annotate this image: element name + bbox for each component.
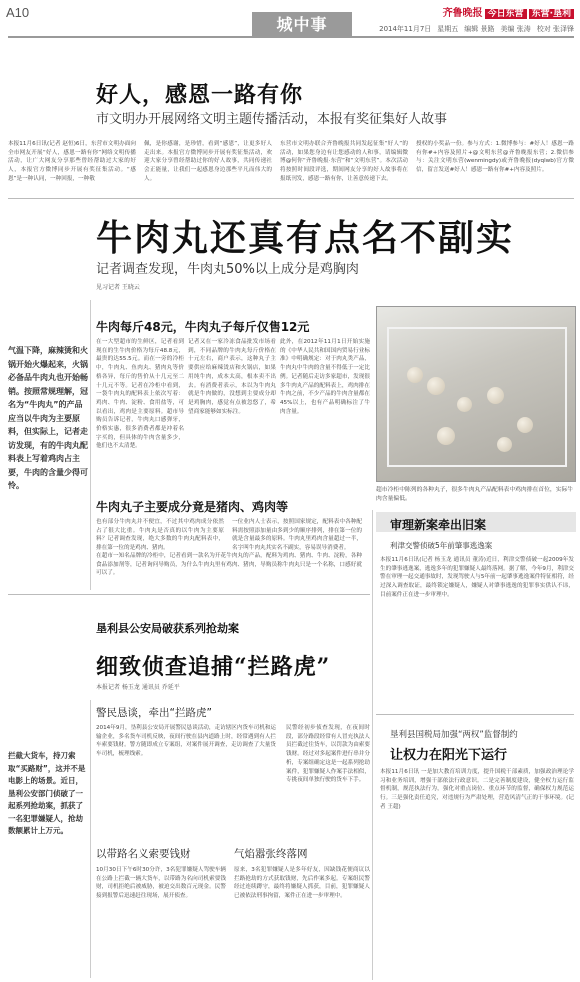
article3-body-c2: 民警经初步侦查发现，在夜间时段，部分路段经常有人冒充执法人员拦截过往货车，以罚款为由索要钱财。经过对多起案件进行串并分析，专案组确定这是一起系列抢劫案件，犯罪嫌疑人作案手法相似，专挑夜间单独行驶的货车下手。 (286, 725, 370, 784)
divider (376, 714, 574, 715)
article2-body-b1: 也有部分牛肉丸并不便宜，不过其中鸡肉成分依然占了很大比重。牛肉丸是否真的以牛肉为主要原料？记者调查发现，绝大多数的牛肉丸配料表中，排在第一位的是鸡肉、猪肉。 (96, 519, 224, 552)
article2-heading-b: 牛肉丸子主要成分竟是猪肉、鸡肉等 (96, 500, 289, 514)
right-article2-title: 让权力在阳光下运行 (390, 748, 508, 763)
logo-tag: 东营·垦利 (529, 9, 574, 19)
article3-heading-c: 警民恳谈，牵出“拦路虎” (96, 707, 212, 719)
meatball (497, 437, 512, 452)
article1-column-1: 本报11月6日讯(记者 赵恒)6日，东营市文明办面向全市网友开展“好人，感恩一路有你”网络文明传播活动，让广大网友分享那些曾经帮助过大家的好人，本报官方微博同步开展有奖征集活动。“感恩”是一种认同，一种回报，一种敬 (8, 141, 136, 182)
weekday: 星期五 (437, 25, 459, 33)
divider (8, 198, 574, 199)
right-article2-kicker: 垦利县国税局加强“两权”监督制约 (390, 730, 518, 740)
article2-body-b2: 一位业内人士表示，按照国家规定，配料表中各种配料需按照添加量由多到少的顺序排列，排在第一位的就是含量最多的原料。牛肉丸里鸡肉含量超过一半，名字叫牛肉丸其实名不副实，容易误导消费者。 (232, 519, 362, 552)
masthead-logo (443, 4, 574, 19)
article3-body-c1: 2014年9月，垦利县公安局开展警民恳谈活动，走访辖区内货车司机和运输企业，多名货车司机反映，夜间行驶在县内道路上时，经常遇到有人拦车索要钱财。警方随即成立专案组，对案件展开调查，走访调查了大量货车司机，梳理线索。 (96, 725, 277, 758)
article3-heading-d: 以带路名义索要钱财 (96, 848, 191, 860)
right-article-subtitle: 利津交警侦破5年前肇事逃逸案 (390, 541, 493, 550)
article3-byline: 本报记者 杨玉龙 通讯员 乔延平 (96, 684, 180, 691)
article1-title: 好人，感恩一路有你 (96, 83, 304, 108)
page-header (0, 0, 580, 42)
freezer-frame (387, 327, 567, 467)
divider (90, 300, 91, 590)
article2-title: 牛肉丸还真有点名不副实 (96, 217, 515, 259)
article3-title: 细致侦查追捕“拦路虎” (96, 654, 331, 680)
meatball (517, 417, 533, 433)
proofreader: 校对 张泽锋 (536, 25, 574, 33)
article1-column-4: 授权的小奖品一份。参与方式：1.微博参与：#好人！感恩一路有你#+内容及照片+@文明东营@齐鲁晚报东营；2.微信参与：关注文明东营(wenmingdy)或齐鲁晚报(dyqlwb)官方微信，留言发送#好人！感恩一路有你#+内容及照片。 (416, 141, 574, 174)
meatball (437, 427, 455, 445)
meatball (457, 397, 472, 412)
section-divider (8, 36, 574, 38)
logo-sub: 今日东营 (485, 9, 527, 19)
logo-main: 齐鲁晚报 (442, 8, 483, 19)
right-article-body: 本报11月6日讯(记者 杨玉龙 通讯员 董涛)近日，利津交警侦破一起2009年发生的肇事逃逸案，逃逸多年的犯罪嫌疑人最终落网。据了解，今年9月，利津交警在审理一起交通事故时，发现驾驶人与5年前一起肇事逃逸案件特征相符，经过深入调查取证，最终锁定嫌疑人，嫌疑人对肇事逃逸的犯罪事实供认不讳，目前案件正在进一步审理中。 (380, 557, 574, 598)
article3-kicker: 垦利县公安局破获系列抢劫案 (96, 622, 239, 635)
divider (90, 700, 91, 978)
article2-body-a3: 此外，在2012年11月1日开始实施的《中华人民共和国国内贸易行业标准》中明确规定：对于肉丸类产品，牛肉丸中牛肉的含量不得低于一定比例。记者随后走访多家超市，发现很多牛肉丸产品的配料表上，鸡肉排在牛肉之前，不少产品的牛肉含量都在45%以上，也有产品明确标注了牛肉含量。 (280, 339, 370, 415)
divider (372, 510, 373, 980)
article2-lead: 气温下降，麻辣烫和火锅开始火爆起来，火锅必备品牛肉丸也开始畅销。按照常规理解，冠名为“牛肉丸”的产品应当以牛肉为主要原料，但实际上，记者走访发现，有的牛肉丸配料表上写着鸡肉占主要，牛肉的含量少得可怜。 (8, 346, 88, 490)
meatball (427, 377, 445, 395)
article2-subtitle: 记者调查发现，牛肉丸50%以上成分是鸡胸肉 (96, 262, 359, 277)
divider (8, 594, 370, 595)
right-article2-body: 本报11月6日讯 一是加大教育培训力度，提升国税干部素质，加强政治理论学习和业务培训，增强干部依法行政意识。二是完善制度建设，健全权力运行监督机制，规范执法行为，强化对重点岗位、重点环节的监督，确保权力规范运行。三是强化责任追究，对违规行为严肃处理，营造风清气正的干事环境。(记者 王超) (380, 769, 574, 810)
article1-column-2: 佩，是你感谢，是珍惜，看到“感恩”，让更多好人走出来。本报官方微博同步开展有奖征集活动，欢迎大家分享曾经帮助过你的好人故事，共同传递社会正能量，让我们一起感恩身边那些平凡而伟大的人。 (144, 141, 272, 182)
section-title: 城中事 (252, 12, 352, 38)
right-article-title: 审理新案牵出旧案 (390, 518, 487, 532)
article1-subtitle: 市文明办开展网络文明主题传播活动，本报有奖征集好人故事 (96, 112, 448, 127)
editor: 编辑 景路 (464, 25, 495, 33)
meatball (487, 387, 504, 404)
designer: 美编 张涛 (500, 25, 531, 33)
article2-byline: 见习记者 王晓云 (96, 284, 140, 291)
article2-body-b3: 在超市一知名品牌的冷柜中，记者看到一款名为开花牛肉丸的产品，配料为鸡肉、猪肉、牛肉、淀粉，各种食品添加剂等，记者询问导购员，为什么牛肉丸里有鸡肉、猪肉，导购员称牛肉丸只是一个名称，口感好就可以了。 (96, 553, 362, 577)
article2-heading-a: 牛肉每斤48元，牛肉丸子每斤仅售12元 (96, 320, 310, 334)
meatball (407, 367, 423, 383)
article1-column-3: 东营市文明办联合齐鲁晚报共同发起征集“好人”的活动，如果您身边有让您感动的人和事，请编辑微博@何你“齐鲁晚报·东营”和“文明东营”。本次活动将按照时间段评选，期间网友分享的好人故事将在报纸刊发，感恩一路有你，让善意传递下去。 (280, 141, 408, 182)
article3-body-d: 10月30日下午6时30分许，3名犯罪嫌疑人驾驶车辆在公路上拦截一辆大货车，以带路为名向司机索要钱财，司机拒绝后被威胁，被迫交出数百元现金。民警接到报警后迅速赶往现场，展开侦查。 (96, 867, 226, 900)
page-number: A10 (6, 5, 30, 20)
article3-body-e: 原来，3名犯罪嫌疑人是多年好友，因缺钱花便商议以拦路抢劫的方式获取钱财，先后作案多起。专案组民警经过连续蹲守，最终将嫌疑人抓获，目前，犯罪嫌疑人已被依法刑事拘留，案件正在进一步审理中。 (234, 867, 370, 900)
issue-date: 2014年11月7日 (379, 25, 432, 33)
page-meta (373, 24, 574, 34)
article3-lead: 拦截大货车，持刀索取“买路财”，这并不是电影上的场景。近日，垦利公安部门侦破了一起系列抢劫案，抓获了一名犯罪嫌疑人，抢劫数额累计上万元。 (8, 751, 86, 835)
meatball-freezer-photo (376, 306, 576, 482)
article3-heading-e: 气焰嚣张终落网 (234, 848, 308, 860)
article2-body-a2: 记者又在一家冷冻食品批发市场看到，不同品牌的牛肉丸每斤价格在十元左右，商户表示，这种丸子主要供应给麻辣烫店和火锅店，如果用纯牛肉，成本太高，根本卖不出去。有消费者表示，本以为牛肉丸就是牛肉做的，没想到主要成分却是鸡胸肉，感觉有点被忽悠了，希望商家能够如实标注。 (188, 339, 276, 415)
photo-caption: 超市冷柜中陈列的各种丸子，很多牛肉丸产品配料表中鸡肉排在首位，实际牛肉含量偏低。 (376, 487, 574, 502)
article2-body-a1: 在一大型超市的生鲜区，记者看到现在的生牛肉价格为每斤48.8元，最贵的达55.5元。而在一旁的冷柜中，牛肉丸、鱼肉丸、猪肉丸等价格各异，每斤的售价从十几元至二十几元不等。记者在冷柜中看到，一袋牛肉丸的配料表上依次写着：鸡肉、牛肉、淀粉、食用盐等，可以看出，鸡肉是主要原料。超市导购员告诉记者，牛肉丸口感弹牙，价格实惠，很多消费者都是冲着名字买的，但具体的牛肉含量多少，他们也不太清楚。 (96, 339, 184, 450)
